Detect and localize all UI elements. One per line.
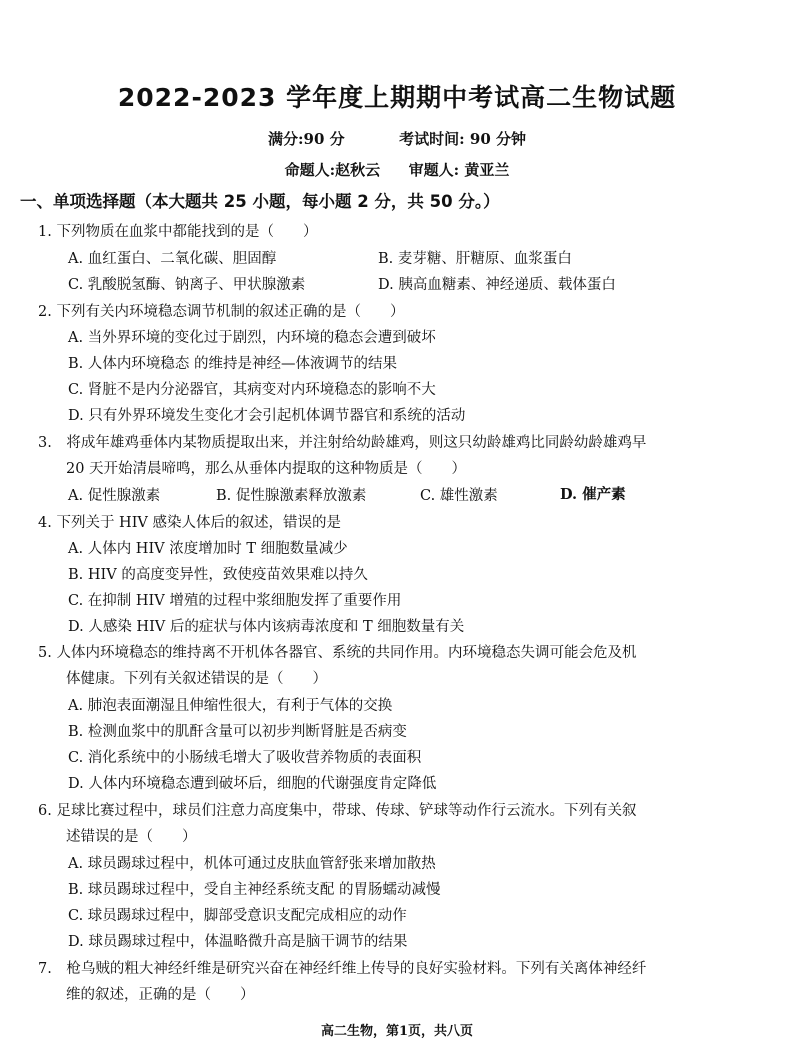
question-1-option-b: B. 麦芽糖、肝糖原、血浆蛋白: [378, 251, 572, 267]
question-3-option-c: C. 雄性激素: [420, 488, 498, 504]
question-7-stem-line-1: 7. 枪乌贼的粗大神经纤维是研究兴奋在神经纤维上传导的良好实验材料。下列有关离体神经纤: [38, 961, 647, 977]
question-2-option-d: D. 只有外界环境发生变化才会引起机体调节器官和系统的活动: [68, 408, 466, 424]
question-6-stem-line-1: 6. 足球比赛过程中，球员们注意力高度集中，带球、传球、铲球等动作行云流水。下列有关叙: [38, 803, 637, 819]
page-footer: 高二生物，第1页，共八页: [320, 1024, 474, 1039]
author: 命题人:赵秋云: [284, 161, 381, 179]
question-4-option-a: A. 人体内 HIV 浓度增加时 T 细胞数量减少: [68, 541, 348, 557]
question-4-option-c: C. 在抑制 HIV 增殖的过程中浆细胞发挥了重要作用: [68, 593, 402, 609]
exam-meta-row-2: [0, 159, 794, 180]
question-5-option-c: C. 消化系统中的小肠绒毛增大了吸收营养物质的表面积: [68, 750, 422, 766]
exam-title: 2022-2023 学年度上期期中考试高二生物试题: [117, 83, 677, 112]
question-6-stem-line-2: 述错误的是（ ）: [66, 829, 197, 845]
question-5-stem-line-2: 体健康。下列有关叙述错误的是（ ）: [66, 671, 327, 687]
question-4-option-d: D. 人感染 HIV 后的症状与体内该病毒浓度和 T 细胞数量有关: [68, 619, 465, 635]
question-1-option-a: A. 血红蛋白、二氧化碳、胆固醇: [68, 251, 277, 267]
question-1-option-c: C. 乳酸脱氢酶、钠离子、甲状腺激素: [68, 277, 306, 293]
question-6-option-a: A. 球员踢球过程中，机体可通过皮肤血管舒张来增加散热: [68, 856, 436, 872]
question-5-option-d: D. 人体内环境稳态遭到破坏后，细胞的代谢强度肯定降低: [68, 776, 437, 792]
question-7-stem-line-2: 维的叙述，正确的是（ ）: [66, 987, 255, 1003]
question-2-option-a: A. 当外界环境的变化过于剧烈，内环境的稳态会遭到破坏: [68, 330, 436, 346]
question-6-option-d: D. 球员踢球过程中，体温略微升高是脑干调节的结果: [68, 934, 408, 950]
question-2-stem: 2. 下列有关内环境稳态调节机制的叙述正确的是（ ）: [38, 304, 405, 320]
question-4-option-b: B. HIV 的高度变异性，致使疫苗效果难以持久: [68, 567, 368, 583]
question-5-option-b: B. 检测血浆中的肌酐含量可以初步判断肾脏是否病变: [68, 724, 407, 740]
question-3-stem-line-2: 20 天开始清晨啼鸣，那么从垂体内提取的这种物质是（ ）: [66, 461, 467, 477]
question-3-option-a: A. 促性腺激素: [68, 488, 161, 504]
question-4-stem: 4. 下列关于 HIV 感染人体后的叙述，错误的是: [38, 515, 342, 531]
full-score: 满分:90 分: [268, 130, 345, 148]
question-1-stem: 1. 下列物质在血浆中都能找到的是（ ）: [38, 224, 318, 240]
question-3-stem-line-1: 3. 将成年雄鸡垂体内某物质提取出来，并注射给幼龄雄鸡，则这只幼龄雄鸡比同龄幼龄雄鸡早: [38, 435, 647, 451]
question-1-option-d: D. 胰高血糖素、神经递质、载体蛋白: [378, 277, 616, 293]
question-6-option-c: C. 球员踢球过程中，脚部受意识支配完成相应的动作: [68, 908, 407, 924]
section-heading: 一、单项选择题（本大题共 25 小题，每小题 2 分，共 50 分。）: [20, 192, 500, 211]
question-3-option-b: B. 促性腺激素释放激素: [216, 488, 367, 504]
exam-meta-row-1: [0, 128, 794, 149]
question-5-option-a: A. 肺泡表面潮湿且伸缩性很大，有利于气体的交换: [68, 698, 393, 714]
reviewer: 审题人: 黄亚兰: [408, 161, 510, 179]
question-3-option-d: D. 催产素: [560, 486, 626, 503]
question-5-stem-line-1: 5. 人体内环境稳态的维持离不开机体各器官、系统的共同作用。内环境稳态失调可能会危及机: [38, 645, 637, 661]
question-2-option-c: C. 肾脏不是内分泌器官，其病变对内环境稳态的影响不大: [68, 382, 436, 398]
question-6-option-b: B. 球员踢球过程中，受自主神经系统支配 的胃肠蠕动减慢: [68, 882, 441, 898]
exam-time: 考试时间: 90 分钟: [399, 130, 526, 148]
question-2-option-b: B. 人体内环境稳态 的维持是神经—体液调节的结果: [68, 356, 397, 372]
